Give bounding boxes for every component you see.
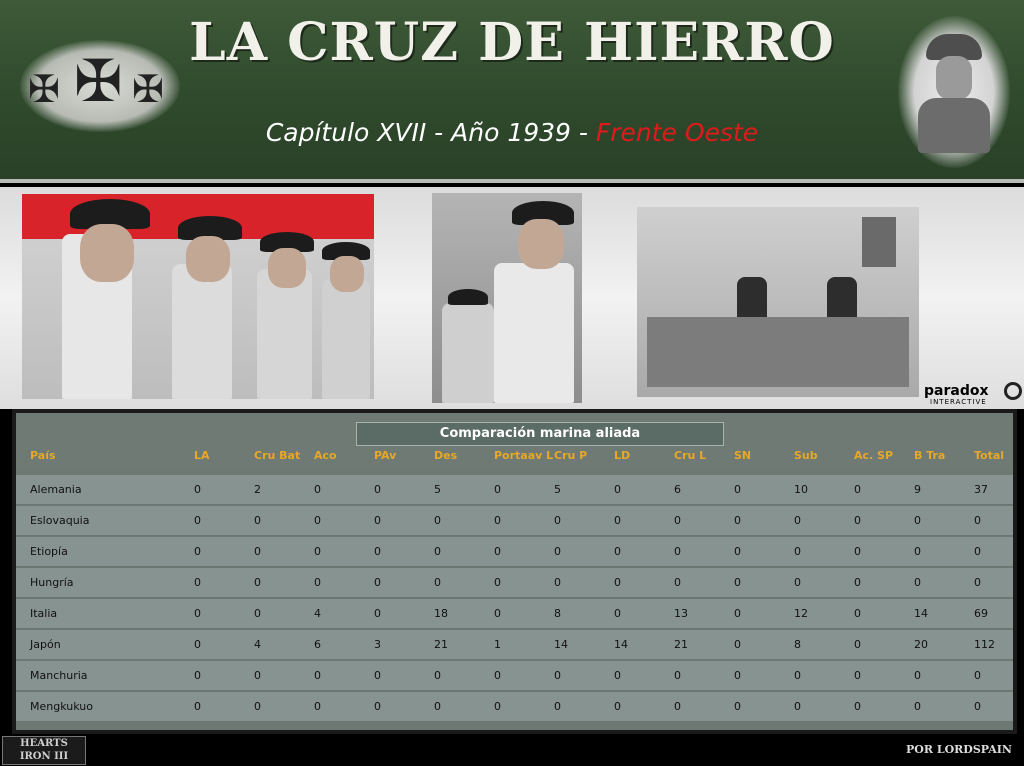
sailor-figure	[442, 303, 494, 403]
table-row	[16, 537, 1013, 567]
sailor-head	[330, 256, 364, 292]
sailor-figure	[257, 269, 312, 399]
chapter-label: Capítulo XVII - Año 1939 -	[265, 118, 596, 147]
sailor-head	[80, 224, 134, 282]
value-cell: 21	[434, 638, 448, 651]
country-cell: Alemania	[30, 483, 82, 496]
face-shape	[936, 56, 972, 100]
paradox-subtitle: INTERACTIVE	[930, 398, 987, 406]
column-header: Cru P	[554, 449, 588, 462]
value-cell: 0	[854, 514, 861, 527]
photo-sailors-red-banner	[22, 194, 374, 399]
value-cell: 0	[314, 669, 321, 682]
value-cell: 5	[434, 483, 441, 496]
value-cell: 0	[194, 700, 201, 713]
value-cell: 0	[494, 607, 501, 620]
value-cell: 0	[854, 607, 861, 620]
value-cell: 0	[554, 545, 561, 558]
value-cell: 0	[614, 700, 621, 713]
iron-cross-icon: ✠	[28, 67, 60, 111]
value-cell: 0	[194, 545, 201, 558]
iron-cross-icon: ✠	[74, 47, 123, 115]
table-row	[16, 506, 1013, 536]
value-cell: 0	[494, 576, 501, 589]
iron-cross-icon: ✠	[132, 67, 164, 111]
value-cell: 0	[734, 607, 741, 620]
sailor-figure	[494, 263, 574, 403]
country-cell: Mengkukuo	[30, 700, 93, 713]
column-header: Cru Bat	[254, 449, 301, 462]
value-cell: 14	[614, 638, 628, 651]
value-cell: 6	[674, 483, 681, 496]
ship-railing	[647, 317, 909, 387]
value-cell: 0	[434, 700, 441, 713]
value-cell: 0	[614, 514, 621, 527]
value-cell: 0	[734, 669, 741, 682]
value-cell: 0	[614, 607, 621, 620]
value-cell: 0	[854, 545, 861, 558]
page-title: LA CRUZ DE HIERRO	[189, 12, 835, 73]
value-cell: 0	[554, 576, 561, 589]
value-cell: 0	[194, 638, 201, 651]
value-cell: 0	[374, 545, 381, 558]
chapter-subtitle	[0, 118, 1024, 147]
value-cell: 0	[494, 514, 501, 527]
sailor-figure	[172, 264, 232, 399]
value-cell: 0	[434, 576, 441, 589]
table-row	[16, 599, 1013, 629]
value-cell: 18	[434, 607, 448, 620]
value-cell: 0	[554, 669, 561, 682]
value-cell: 0	[674, 545, 681, 558]
value-cell: 112	[974, 638, 995, 651]
column-header: País	[30, 449, 56, 462]
value-cell: 0	[734, 514, 741, 527]
value-cell: 0	[194, 514, 201, 527]
value-cell: 0	[614, 576, 621, 589]
sailor-head	[268, 248, 306, 288]
value-cell: 0	[854, 669, 861, 682]
country-cell: Japón	[30, 638, 61, 651]
logo-line-1: HEARTS	[20, 738, 68, 749]
value-cell: 0	[554, 700, 561, 713]
value-cell: 0	[254, 576, 261, 589]
value-cell: 0	[734, 483, 741, 496]
value-cell: 0	[314, 545, 321, 558]
column-header: SN	[734, 449, 752, 462]
country-cell: Hungría	[30, 576, 74, 589]
value-cell: 0	[314, 700, 321, 713]
value-cell: 0	[734, 638, 741, 651]
value-cell: 4	[254, 638, 261, 651]
country-cell: Etiopía	[30, 545, 68, 558]
body-shape	[918, 98, 990, 153]
value-cell: 0	[674, 576, 681, 589]
value-cell: 69	[974, 607, 988, 620]
value-cell: 0	[194, 669, 201, 682]
value-cell: 0	[914, 700, 921, 713]
value-cell: 0	[314, 576, 321, 589]
value-cell: 0	[314, 514, 321, 527]
value-cell: 0	[794, 576, 801, 589]
value-cell: 0	[254, 669, 261, 682]
value-cell: 0	[374, 514, 381, 527]
value-cell: 0	[734, 576, 741, 589]
column-header: Des	[434, 449, 458, 462]
value-cell: 0	[914, 545, 921, 558]
value-cell: 37	[974, 483, 988, 496]
country-cell: Italia	[30, 607, 58, 620]
value-cell: 0	[974, 700, 981, 713]
column-header: Sub	[794, 449, 818, 462]
paradox-spiral-icon	[1004, 382, 1022, 400]
value-cell: 0	[914, 669, 921, 682]
value-cell: 0	[854, 700, 861, 713]
table-title: Comparación marina aliada	[356, 422, 724, 446]
value-cell: 0	[854, 638, 861, 651]
photo-band	[0, 187, 1024, 409]
sailor-head	[518, 219, 564, 269]
column-header: LD	[614, 449, 631, 462]
value-cell: 3	[374, 638, 381, 651]
value-cell: 0	[974, 576, 981, 589]
value-cell: 0	[254, 514, 261, 527]
sailor-head	[186, 236, 230, 282]
column-header: Aco	[314, 449, 337, 462]
sailor-figure	[322, 279, 370, 399]
column-header: LA	[194, 449, 210, 462]
value-cell: 0	[254, 545, 261, 558]
value-cell: 5	[554, 483, 561, 496]
hearts-of-iron-logo	[2, 736, 86, 765]
value-cell: 0	[494, 700, 501, 713]
table-row	[16, 630, 1013, 660]
value-cell: 0	[254, 700, 261, 713]
value-cell: 6	[314, 638, 321, 651]
value-cell: 0	[434, 669, 441, 682]
value-cell: 2	[254, 483, 261, 496]
value-cell: 0	[674, 669, 681, 682]
value-cell: 0	[674, 700, 681, 713]
photo-ship-deck-salute	[637, 207, 919, 397]
value-cell: 9	[914, 483, 921, 496]
value-cell: 0	[194, 607, 201, 620]
photo-sailor-bayonet	[432, 193, 582, 403]
value-cell: 20	[914, 638, 928, 651]
column-header: Total	[974, 449, 1005, 462]
value-cell: 0	[194, 483, 201, 496]
value-cell: 8	[794, 638, 801, 651]
value-cell: 0	[794, 700, 801, 713]
value-cell: 0	[794, 514, 801, 527]
value-cell: 0	[734, 545, 741, 558]
country-cell: Manchuria	[30, 669, 88, 682]
value-cell: 0	[854, 576, 861, 589]
table-row	[16, 661, 1013, 691]
value-cell: 0	[374, 576, 381, 589]
sailor-cap	[448, 289, 488, 305]
value-cell: 14	[554, 638, 568, 651]
value-cell: 13	[674, 607, 688, 620]
value-cell: 0	[794, 669, 801, 682]
column-header: Cru L	[674, 449, 707, 462]
value-cell: 0	[854, 483, 861, 496]
table-row	[16, 568, 1013, 598]
value-cell: 0	[614, 545, 621, 558]
value-cell: 1	[494, 638, 501, 651]
value-cell: 0	[254, 607, 261, 620]
value-cell: 4	[314, 607, 321, 620]
table-row	[16, 692, 1013, 722]
value-cell: 0	[314, 483, 321, 496]
header-banner	[0, 0, 1024, 183]
logo-line-2: IRON III	[19, 751, 69, 762]
value-cell: 0	[374, 669, 381, 682]
paradox-logo: paradox	[924, 383, 989, 399]
value-cell: 12	[794, 607, 808, 620]
author-credit: POR LORDSPAIN	[906, 743, 1012, 756]
country-cell: Eslovaquia	[30, 514, 90, 527]
soldier-portrait	[898, 16, 1010, 168]
value-cell: 0	[434, 545, 441, 558]
footer-bar	[0, 734, 1024, 766]
column-header: PAv	[374, 449, 397, 462]
value-cell: 0	[614, 669, 621, 682]
value-cell: 0	[494, 669, 501, 682]
value-cell: 0	[374, 700, 381, 713]
value-cell: 0	[794, 545, 801, 558]
value-cell: 0	[734, 700, 741, 713]
value-cell: 0	[374, 607, 381, 620]
table-row	[16, 475, 1013, 505]
value-cell: 0	[674, 514, 681, 527]
column-header: Ac. SP	[854, 449, 894, 462]
value-cell: 0	[374, 483, 381, 496]
value-cell: 0	[554, 514, 561, 527]
value-cell: 0	[974, 669, 981, 682]
value-cell: 8	[554, 607, 561, 620]
value-cell: 0	[914, 514, 921, 527]
value-cell: 0	[614, 483, 621, 496]
naval-comparison-table	[12, 409, 1017, 734]
value-cell: 0	[194, 576, 201, 589]
value-cell: 0	[914, 576, 921, 589]
value-cell: 0	[434, 514, 441, 527]
value-cell: 0	[494, 545, 501, 558]
value-cell: 0	[974, 514, 981, 527]
value-cell: 0	[494, 483, 501, 496]
flag-shape	[862, 217, 896, 267]
value-cell: 0	[974, 545, 981, 558]
value-cell: 21	[674, 638, 688, 651]
value-cell: 10	[794, 483, 808, 496]
column-header: B Tra	[914, 449, 946, 462]
value-cell: 14	[914, 607, 928, 620]
front-label: Frente Oeste	[595, 118, 759, 147]
column-header: Portaav L	[494, 449, 554, 462]
